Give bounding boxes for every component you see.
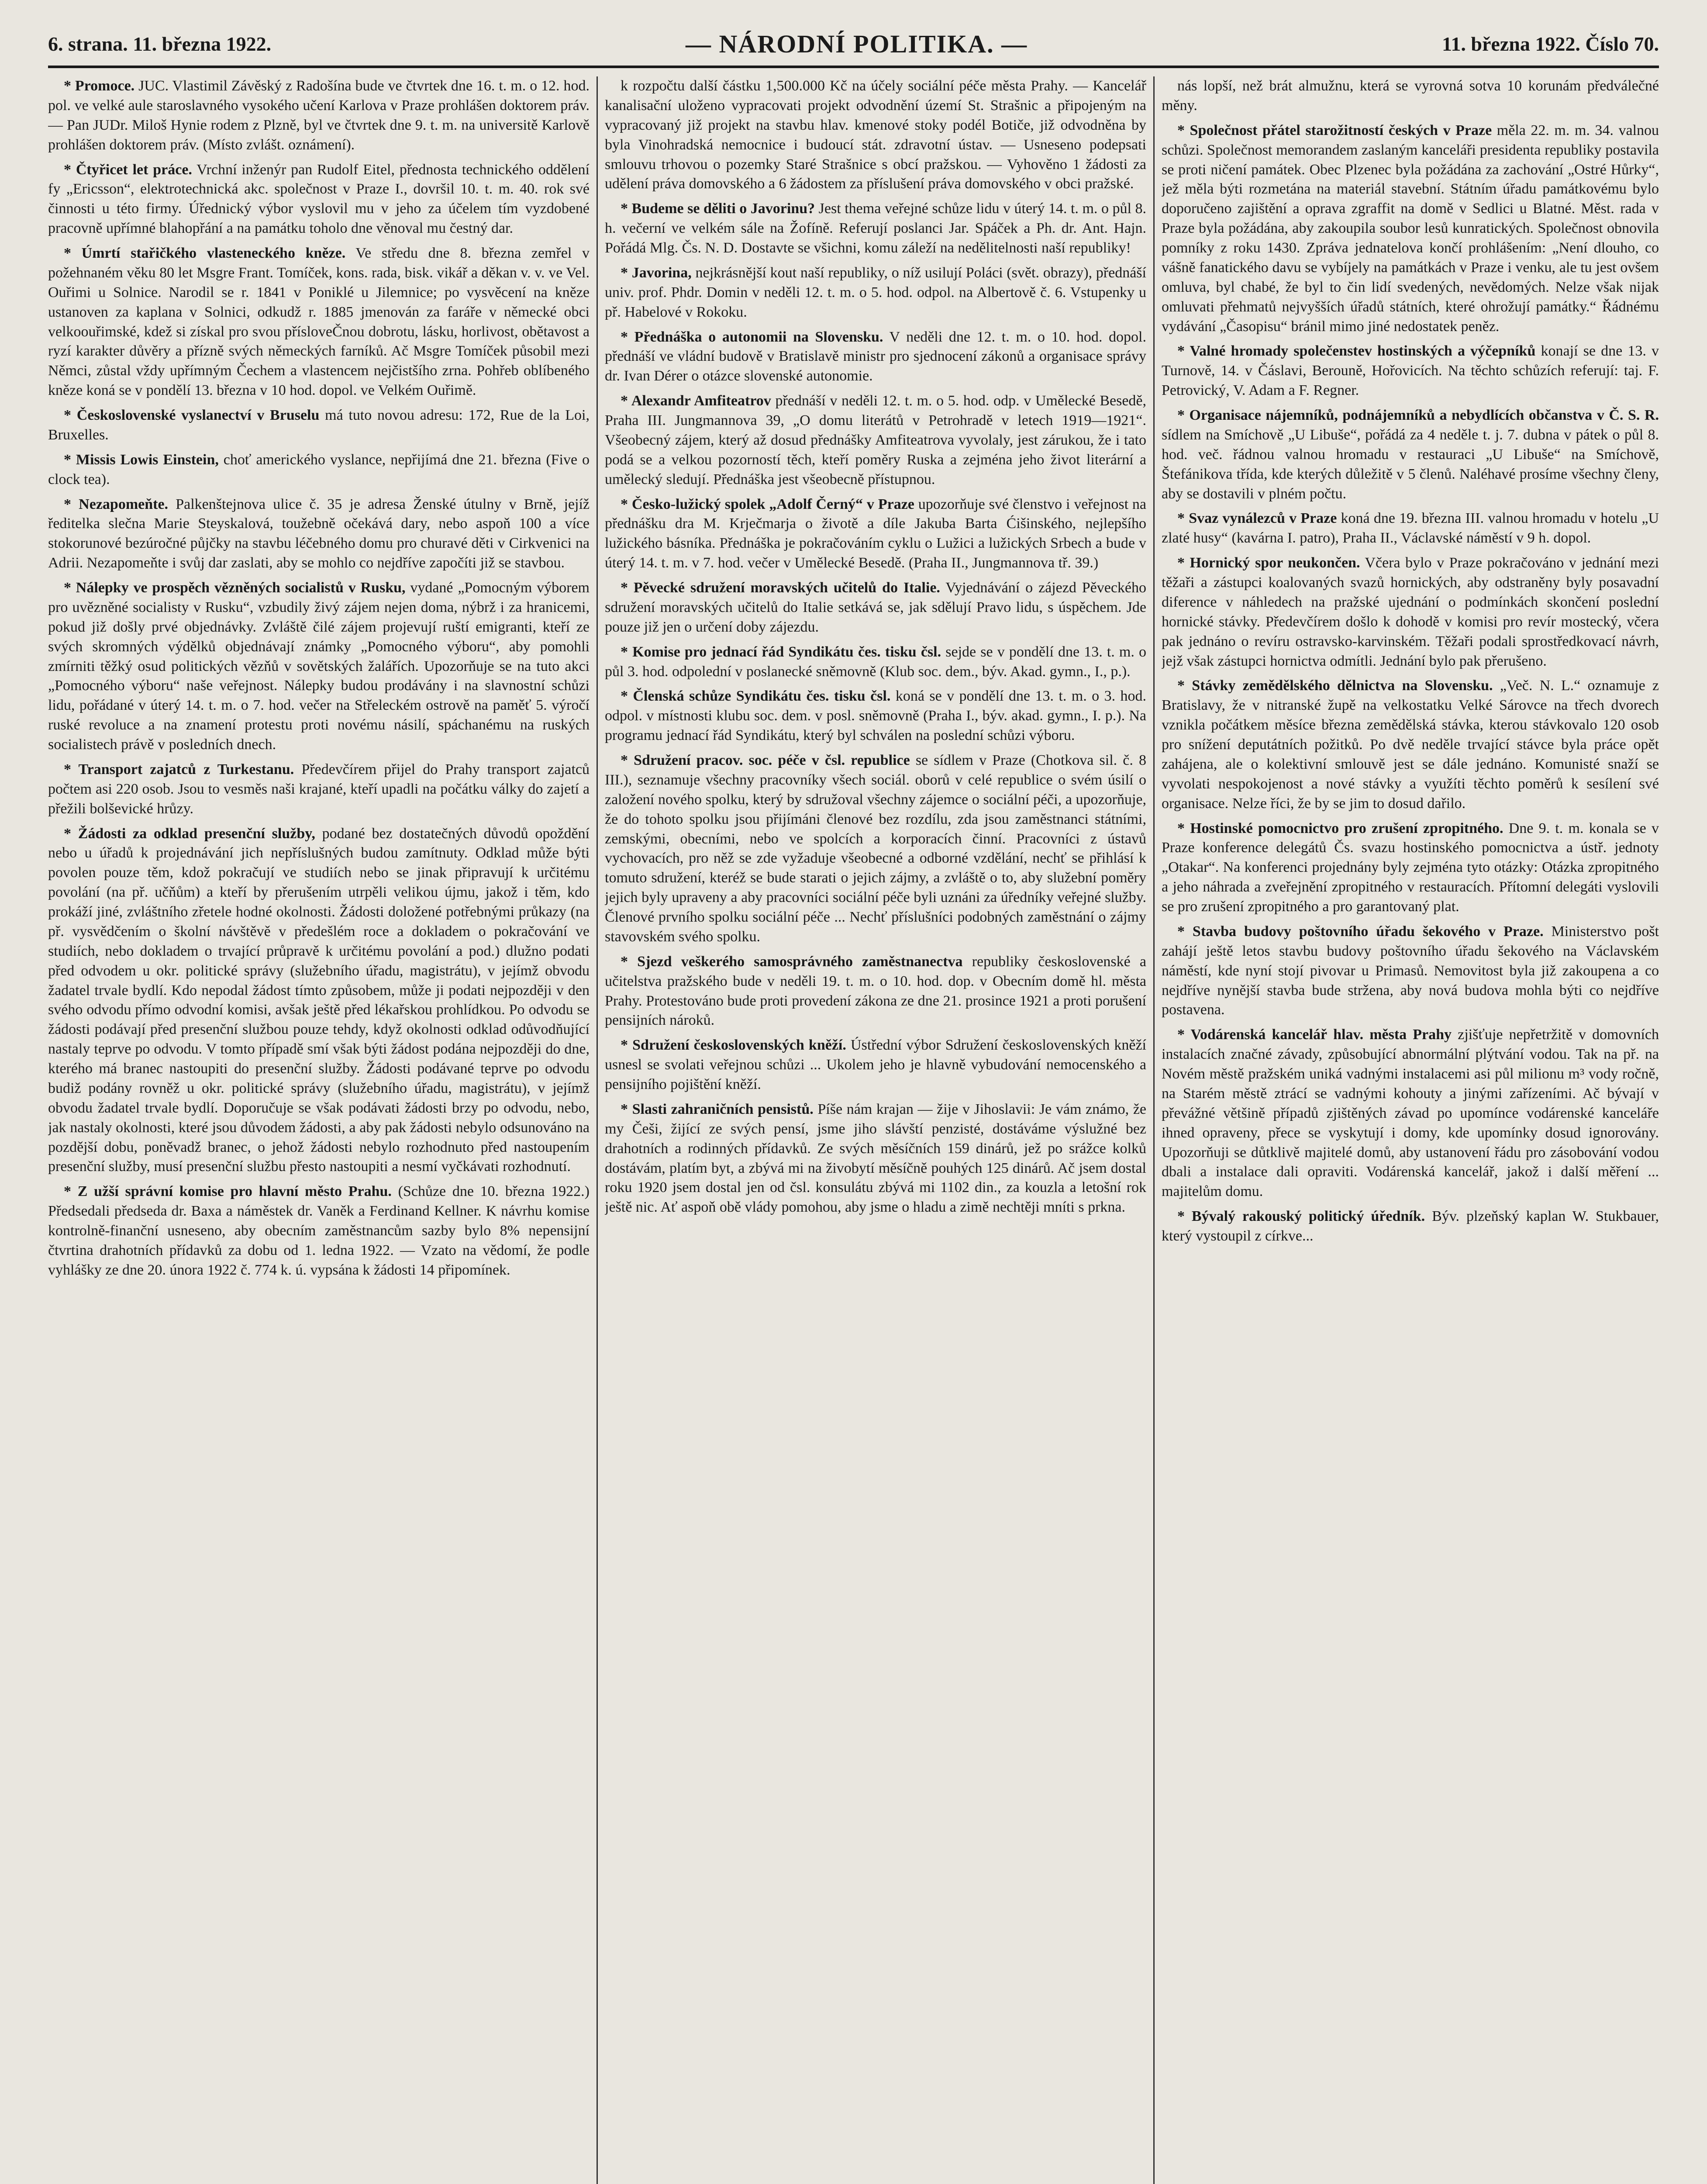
article [605, 263, 1146, 322]
article-heading: * Úmrtí stařičkého vlasteneckého kněze. [64, 245, 346, 261]
article-text: Ministerstvo pošt zahájí ještě letos stavbu budovy poštovního úřadu šekového na Václavském náměstí, kde nyní stojí pivovar u Primasů. Nemovitost byla již zakoupena a co nejdříve nynější stavba bude stržena, aby nová budova mohla býti co nejdříve postavena. [1162, 923, 1659, 1018]
article-text: koná dne 19. března III. valnou hromadu v hotelu „U zlaté husy“ (kavárna I. patro), Praha II., Václavské náměstí v 9 h. dopol. [1162, 510, 1659, 546]
article-text: podané bez dostatečných důvodů opoždění nebo u úřadů k projednávání jich nepříslušných budou zamítnuty. Odklad může býti povolen pouze těm, kdož pokračují ve studiích nebo se jinak připravují k určitému povolání (na př. učňům) a kteří by přerušením utrpěli velikou újmu, jakož i těm, kdo prokáží jiné, zvláštního zřetele hodné okolnosti. Žádosti doložené potřebnými průkazy (na př. vysvědčením o školní návštěvě v předešlém roce a dokladem o pokračování ve studiích, nebo dokladem o trvající průpravě k určitému povolání a pod.) dlužno podati před odvodem u okr. politické správy (služebního úřadu, magistrátu), v jejímž obvodu žadatel trvale bydlí. Kdo nepodal žádost tímto způsobem, může ji podati nejpozději v den svého odvodu přímo odvodní komisi, avšak ještě před lékařskou prohlídkou. Po odvodu se žádosti podávají před presenční službou pouze tehdy, když okolnosti odklad odůvodňující nastaly teprve po odvodu. V tomto případě smí však býti žádost podána nejpozději do dne, kterého má branec nastoupiti do presenční služby. Žádosti podávané teprve po odvodu budiž podány rovněž u okr. politické správy (služebního úřadu, magistrátu), v jejímž obvodu žadatel trvale bydlí. Doporučuje se však podávati žádosti brzy po odvodu, nebo, jak nastaly okolnosti, které jsou důvodem žádosti, a aby pak žádosti nebylo odsunováno na pozdější dobu, poněvadž branec, o jehož žádosti nebylo rozhodnuto před nastoupením presenční služby, musí presenční službu přesto nastoupiti a nesmí vyčkávati rozhodnutí. [48, 825, 590, 1175]
header-rule [48, 66, 1659, 68]
article-heading: * Nezapomeňte. [64, 496, 169, 512]
article [1162, 1025, 1659, 1202]
article-heading: * Přednáška o autonomii na Slovensku. [621, 328, 883, 345]
article [605, 1036, 1146, 1095]
column-divider [597, 76, 598, 2184]
article-heading: * Čtyřicet let práce. [64, 161, 192, 178]
article-heading: * Stávky zemědělského dělnictva na Slovensku. [1177, 677, 1493, 694]
article-text: koná se v pondělí dne 13. t. m. o 3. hod. odpol. v místnosti klubu soc. dem. v posl. sněmovně (Praha I., býv. akad. gymn., I. p.). Na programu jednací řád Syndikátu, který byl schválen na poslední schůzi výboru. [605, 688, 1146, 744]
article-text: choť amerického vyslance, nepřijímá dne 21. března (Five o clock tea). [48, 451, 590, 487]
article [48, 824, 590, 1177]
article-text: Jest thema veřejné schůze lidu v úterý 14. t. m. o půl 8. h. večerní ve velkém sále na Žofíně. Referují poslanci Jar. Spáček a Ph. dr. Ant. Hajn. Pořádá Mlg. Čs. N. D. Dostavte se všichni, komu záleží na nedělitelnosti naší republiky! [605, 200, 1146, 256]
article [1162, 121, 1659, 337]
article-text: Palkenštejnova ulice č. 35 je adresa Ženské útulny v Brně, jejíž ředitelka slečna Marie Steyskalová, toužebně očekává dary, nebo aspoň 100 a více stokorunové bezúročné půjčky na stavbu léčebného domu pro churavé děti v Cirkvenici na Adrii. Nezapomeňte i svůj dar zaslati, aby se mohlo co nejdříve započíti již se stavbou. [48, 496, 590, 571]
article [605, 495, 1146, 574]
article-heading: * Sdružení pracov. soc. péče v čsl. republice [621, 752, 910, 768]
header-right: 11. března 1922. Číslo 70. [1441, 32, 1659, 55]
article [48, 495, 590, 574]
article-text: sejde se v pondělí dne 13. t. m. o půl 3. hod. odpolední v poslanecké sněmovně (Klub soc. dem., býv. Akad. gymn., I., p.). [605, 643, 1146, 680]
article-heading: * Pěvecké sdružení moravských učitelů do Italie. [621, 580, 940, 596]
article-heading: * Transport zajatců z Turkestanu. [64, 761, 294, 778]
article [48, 450, 590, 490]
article-heading: * Sdružení československých kněží. [621, 1037, 846, 1054]
article [48, 244, 590, 401]
article [605, 751, 1146, 947]
article [1162, 509, 1659, 548]
article-text: JUC. Vlastimil Závěský z Radošína bude ve čtvrtek dne 16. t. m. o 12. hod. pol. ve velké aule staroslavného vysokého učení Karlova v Praze prohlášen doktorem práv. — Pan JUDr. Miloš Hynie rodem z Plzně, byl ve čtvrtek dne 9. t. m. na universitě Karlově prohlášen doktorem práv. (Místo zvlášt. oznámení). [48, 78, 590, 153]
column-divider [1153, 76, 1155, 2184]
newspaper-title: — NÁRODNÍ POLITIKA. — [685, 29, 1028, 58]
article [1162, 76, 1659, 116]
column-2 [605, 76, 1146, 2184]
article-heading: * Členská schůze Syndikátu čes. tisku čsl. [621, 688, 891, 705]
article-text: Býv. plzeňský kaplan W. Stukbauer, který vystoupil z církve... [1162, 1208, 1659, 1244]
article [605, 1100, 1146, 1217]
header-left: 6. strana. 11. března 1922. [48, 32, 272, 55]
article-heading: * Hornický spor neukončen. [1177, 555, 1360, 571]
article-text: nejkrásnější kout naší republiky, o níž usilují Poláci (svět. obrazy), přednáší univ. prof. Phdr. Domin v neděli 12. t. m. o 5. hod. odpol. na Albertově č. 6. Vstupenky u př. Habelové v Rokoku. [605, 264, 1146, 320]
article-text: Píše nám krajan — žije v Jihoslavii: Je vám známo, že my Češi, žijící ze svých pensí, jsme jiho slávští penzisté, dostáváme výslužné bez drahotních a rodinných přídavků. Ze svých měsíčních 159 dinárů, jež po srážce kolků dostávám, platím byt, a zbývá mi na živobytí měsíčně pouhých 125 dinárů. Ač jsem dostal roku 1920 jsem dostal jen od čsl. konsulátu zbývá mi 1102 din., za kouzla a letošní rok ještě nic. Ať aspoň obě vlády pomohou, aby jsme o hladu a zimě nechtěji mníti s prkna. [605, 1101, 1146, 1216]
article-text: (Schůze dne 10. března 1922.) Předsedali předseda dr. Baxa a náměstek dr. Vaněk a Ferdinand Kellner. K návrhu komise kontrolně-finanční usneseno, aby obecním zaměstnancům sazby bylo 8% nepensijní čtvrtina drahotních přídavků za dobu od 1. ledna 1922. — Vzato na vědomí, že podle vyhlášky ze dne 20. února 1922 č. 774 k. ú. vypsána k žádosti 14 připomínek. [48, 1183, 590, 1278]
article-heading: * Hostinské pomocnictvo pro zrušení zpropitného. [1177, 820, 1504, 836]
article-text: Vyjednávání o zájezd Pěveckého sdružení moravských učitelů do Italie setkává se, jak sdělují Pravo lidu, s úspěchem. Jde pouze již jen o určení doby zájezdu. [605, 580, 1146, 635]
article-text: sídlem na Smíchově „U Libuše“, pořádá za 4 neděle t. j. 7. dubna v pátek o půl 8. hod. več. řádnou valnou hromadu v restauraci „U Libuše“ na Smíchově, Štefánikova třída, kde kterých důležitě v 5 členů. Naléhavé prosíme všechny členy, aby se dostavili v plném počtu. [1162, 426, 1659, 502]
article-heading: * Promoce. [64, 78, 135, 94]
article-heading: * Vodárenská kancelář hlav. města Prahy [1177, 1026, 1452, 1043]
article-text: konají se dne 13. v Turnově, 14. v Čáslavi, Berouně, Hořovicích. Na těchto schůzích referují: taj. F. Petrovický, V. Adam a F. Regner. [1162, 343, 1659, 399]
article [605, 687, 1146, 746]
article-text: vydané „Pomocným výborem pro uvězněné socialisty v Rusku“, vzbudily živý zájem nejen doma, nýbrž i za hranicemi, pokud již došly prvé objednávky. Zvláště čilé zájem projevují ruští emigranti, kteří ze svých skromných výdělků objednávají známky „Pomocného výboru“, aby pomohli zmírniti těžký osud politických vězňů v sovětských žalářích. Upozorňuje se na tuto akci „Pomocného výboru“ naše veřejnost. Nálepky budou prodávány i na slavnostní schůzi lidu, pořádané v úterý 14. t. m. o 7. hod. večer na Střeleckém ostrově na paměť 5. výročí ruské revoluce a na znamení protestu proti novému násilí, spáchanému na ruských socialistech právě v posledních dnech. [48, 580, 590, 753]
article [48, 406, 590, 445]
article-heading: * Organisace nájemníků, podnájemníků a nebydlících občanstva v Č. S. R. [1177, 407, 1659, 423]
article-heading: * Z užší správní komise pro hlavní město Prahu. [64, 1183, 392, 1200]
article [605, 199, 1146, 258]
article-text: k rozpočtu další částku 1,500.000 Kč na účely sociální péče města Prahy. — Kancelář kanalisační uloženo vypracovati projekt odvodnění území St. Strašnic a připojeným na vypracovaný již projekt na stavbu hlav. kmenové stoky podél Botiče, již odvodněna by byla Vinohradská nemocnice i budoucí stát. zdravotní ústav. — Usneseno podepsati smlouvu trhovou o pozemky Staré Strašnice s obcí pražskou. — Vyhověno 1 žádosti za udělení práva domovského a 6 žádostem za příslušení práva domovského v obci pražské. [605, 78, 1146, 192]
article [1162, 676, 1659, 813]
article-heading: * Sjezd veškerého samosprávného zaměstnanectva [621, 953, 963, 970]
article-heading: * Stavba budovy poštovního úřadu šekového v Praze. [1177, 923, 1544, 940]
article-heading: * Žádosti za odklad presenční služby, [64, 825, 315, 842]
article-text: měla 22. m. m. 34. valnou schůzi. Společnost memorandem zaslaným kanceláři presidenta republiky postavila se proti ničení památek. Obec Plzenec byla požádána za zachování „Ostré Hůrky“, jež měla býti rozmetána na materiál stavební. Státním úřadu památkovému bylo doporučeno zajištění a oprava zgraffit na domě v Sedlici u Blatné. Měst. rada v Praze byla požádána, aby zakoupila soubor lesů kunratických. Společnost obnovila pomníky z roku 1430. Zpráva jednatelova končí prohlášením: „Není dlouho, co vášně fanatického davu se vybíjely na památkách v Praze i venku, ale tu jest ovšem omluva, byl chabé, že byl to čin lidí svedených, nevědomých. Nelze však nijak omluvati přehmatů nejvyšších úřadů státních, které ohrožují památky.“ Řádnému vydávání „Časopisu“ bránil mimo jiné nedostatek peněz. [1162, 122, 1659, 335]
article [605, 328, 1146, 387]
article-heading: * Alexandr Amfiteatrov [621, 393, 771, 409]
article [48, 578, 590, 755]
column-1 [48, 76, 590, 2184]
article [605, 578, 1146, 637]
article [1162, 1207, 1659, 1246]
article [48, 76, 590, 155]
article-heading: * Valné hromady společenstev hostinských a výčepníků [1177, 343, 1536, 359]
article-heading: * Společnost přátel starožitností českých v Praze [1177, 122, 1492, 138]
article [605, 952, 1146, 1031]
article-text: Včera bylo v Praze pokračováno v jednání mezi těžaři a zástupci koalovaných svazů hornických, aby odstraněny byly posavadní diference v náhledech na pražské ujednání o podmínkách skončení poslední hornické stávky. Předevčírem došlo k dohodě v komisi pro revír mostecký, včera pak jednáno o revíru ostravsko-karvinském. Těžaři podali sprostředkovací návrh, jejž však zástupci hornictva odmítli. Jednání bylo pak přerušeno. [1162, 555, 1659, 669]
article-heading: * Bývalý rakouský politický úředník. [1177, 1208, 1425, 1225]
article [48, 760, 590, 819]
article [48, 160, 590, 239]
article [48, 1182, 590, 1280]
article-text: V neděli dne 12. t. m. o 10. hod. dopol. přednáší ve vládní budově v Bratislavě ministr pro sjednocení zákonů a organisace správy dr. Ivan Dérer o otázce slovenské autonomie. [605, 328, 1146, 384]
article [605, 643, 1146, 682]
article [605, 76, 1146, 194]
article-text: Předevčírem přijel do Prahy transport zajatců počtem asi 220 osob. Jsou to vesměs naši krajané, kteří upadli na počátku války do zajetí a přežili bolševické hrůzy. [48, 761, 590, 817]
masthead [48, 26, 1659, 61]
article-heading: * Komise pro jednací řád Syndikátu čes. tisku čsl. [621, 643, 941, 660]
article-heading: * Svaz vynálezců v Praze [1177, 510, 1337, 527]
article-heading: * Nálepky ve prospěch vězněných socialistů v Rusku, [64, 580, 406, 596]
article-text: Ústřední výbor Sdružení československých kněží usnesl se svolati veřejnou schůzi ... Ukolem jeho je hlavně vybudování nemocenského a pensijního pojištění kněží. [605, 1037, 1146, 1092]
article-text: republiky československé a učitelstva pražského bude v neděli 19. t. m. o 10. hod. dop. v Obecním domě hl. města Prahy. Protestováno bude proti provedení zákona ze dne 21. prosince 1921 a proti porušení pensijních nároků. [605, 953, 1146, 1029]
article-text: Ve středu dne 8. března zemřel v požehnaném věku 80 let Msgre Frant. Tomíček, kons. rada, bisk. vikář a děkan v. v. ve Vel. Ouřimi u Solnice. Narodil se r. 1841 v Poniklé u Jilemnice; po vysvěcení na kněze ustanoven za kaplana v Solnici, odkudž r. 1885 jmenován za faráře v německé obci velkoouřimské, kdež si získal pro svou přísloveČnou dobrotu, lásku, horlivost, obětavost a ryzí karakter důvěry a přízně svých německých farníků. Ač Msgre Tomíček působil mezi Němci, zůstal vždy upřímným Čechem a vlastencem nejčistšího zrna. Pohřeb oblíbeného kněze koná se v pondělí 13. března v 10 hod. dopol. ve Velkém Ouřimě. [48, 245, 590, 399]
column-3 [1162, 76, 1659, 2184]
article-heading: * Československé vyslanectví v Bruselu [64, 407, 320, 423]
article [1162, 342, 1659, 401]
article-text: Vrchní inženýr pan Rudolf Eitel, přednosta technického oddělení fy „Ericsson“, elektrotechnická akc. společnost v Praze I., dovršil 10. t. m. 40. rok své činnosti u této firmy. Úřednický výbor vyslovil mu v jeho za účelem tím vyzdobené pracovně upřímné blahopřání a na památku toholo dne věnoval mu čestný dar. [48, 161, 590, 237]
article-text: nás lopší, než brát almužnu, která se vyrovná sotva 10 korunám předválečné měny. [1162, 78, 1659, 114]
article [1162, 819, 1659, 917]
article-text: má tuto novou adresu: 172, Rue de la Loi, Bruxelles. [48, 407, 590, 443]
article-text: „Več. N. L.“ oznamuje z Bratislavy, že v nitranské župě na velkostatku Velké Sárovce na třech dvorech vznikla počátkem měsíce března zemědělská stávka, kterou stávkovalo 120 osob pro snížení deputátních požitků. Po dvě neděle trvající stávce byla práce opět zahájena, ale o kolektivní smlouvě jest se dále jednáno. Komunisté snaží se vyvolati nespokojenost a nové stávky a využíti těchto poměrů k sesílení své organisace. Nelze říci, že by se jim to dosud dařilo. [1162, 677, 1659, 812]
article [1162, 406, 1659, 504]
article-text: se sídlem v Praze (Chotkova sil. č. 8 III.), seznamuje všechny pracovníky všech sociál. oborů v celé republice o svém úsilí o založení nového spolku, který by sdružoval všechny zájemce o sociální péči, a upozorňuje, že do tohoto spolku jsou přijímáni členové bez rozdílu, zda jsou zaměstnanci státními, zemskými, obecními, nebo ve spolcích a korporacích činní. Pracovníci z ústavů vychovacích, pro něž se zde vyžaduje všeobecné a odborné vzdělání, nechť se přihlásí k tomuto sdružení, kteréž se bude starati o jejich zájmy, a zvláště o to, aby služební poměry jejich byly upraveny a aby pracovníci sociální péče byli uznáni za úředníky veřejné služby. Členové prvního spolku sociální péče ... Nechť příslušníci podobných zaměstnání o zájmy stavovském svého spolku. [605, 752, 1146, 945]
article-heading: * Missis Lowis Einstein, [64, 451, 219, 468]
article-text: přednáší v neděli 12. t. m. o 5. hod. odp. v Umělecké Besedě, Praha III. Jungmannova 39, „O domu literátů v Petrohradě v letech 1919—1921“. Všeobecný zájem, který až dosud přednášky Amfiteatrova vyvolaly, jest zárukou, že i tato podá se a velkou pozorností těch, kteří poměry Ruska a zejména jeho život literární a umělecký sledují. Přednáška jest všeobecně přístupnou. [605, 393, 1146, 487]
article [1162, 553, 1659, 671]
article-text: upozorňuje své členstvo i veřejnost na přednášku dra M. Krječmarja o životě a díle Jakuba Barta Ćišinského, nejlepšího lužického básníka. Přednáška je pokračováním cyklu o Lužici a lužických Srbech a bude v úterý 14. t. m. v 7. hod. večer v Umělecké Besedě. (Praha II., Jungmannova tř. 39.) [605, 496, 1146, 571]
article-heading: * Budeme se děliti o Javorinu? [621, 200, 815, 217]
article-heading: * Slasti zahraničních pensistů. [621, 1101, 814, 1117]
article [605, 391, 1146, 489]
article-heading: * Javorina, [621, 264, 692, 281]
article-text: Dne 9. t. m. konala se v Praze konference delegátů Čs. svazu hostinského pomocnictva a ústř. jednoty „Otakar“. Na konferenci projednány byly zejména tyto otázky: Otázka zpropitného a jeho náhrada a zveřejnění zpropitného v restauracích. Přítomní delegáti vyslovili se pro zrušení zpropitného a pro garantovaný plat. [1162, 820, 1659, 915]
article-text: zjišťuje nepřetržitě v domovních instalacích značné závady, způsobující abnormální plýtvání vodou. Tak na př. na Novém městě pražském uniká vadnými instalacemi asi půl milionu m³ vody ročně, na Starém městě ztrácí se vadnými kohouty a jinými zařízeními. Ač bývají v převážné většině případů zjištěných závad po upomínce vodárenské kanceláře ihned opraveny, přece se vyskytují i domy, kde upomínky dosud ignorovány. Upozorňuji se důtklivě majitelé domů, aby ustanovení řádu pro zásobování vodou dbali a instalace dali opraviti. Vodárenská kancelář, jakož i další měření ... majitelům domu. [1162, 1026, 1659, 1200]
article [1162, 922, 1659, 1020]
article-heading: * Česko-lužický spolek „Adolf Černý“ v Praze [621, 496, 914, 512]
